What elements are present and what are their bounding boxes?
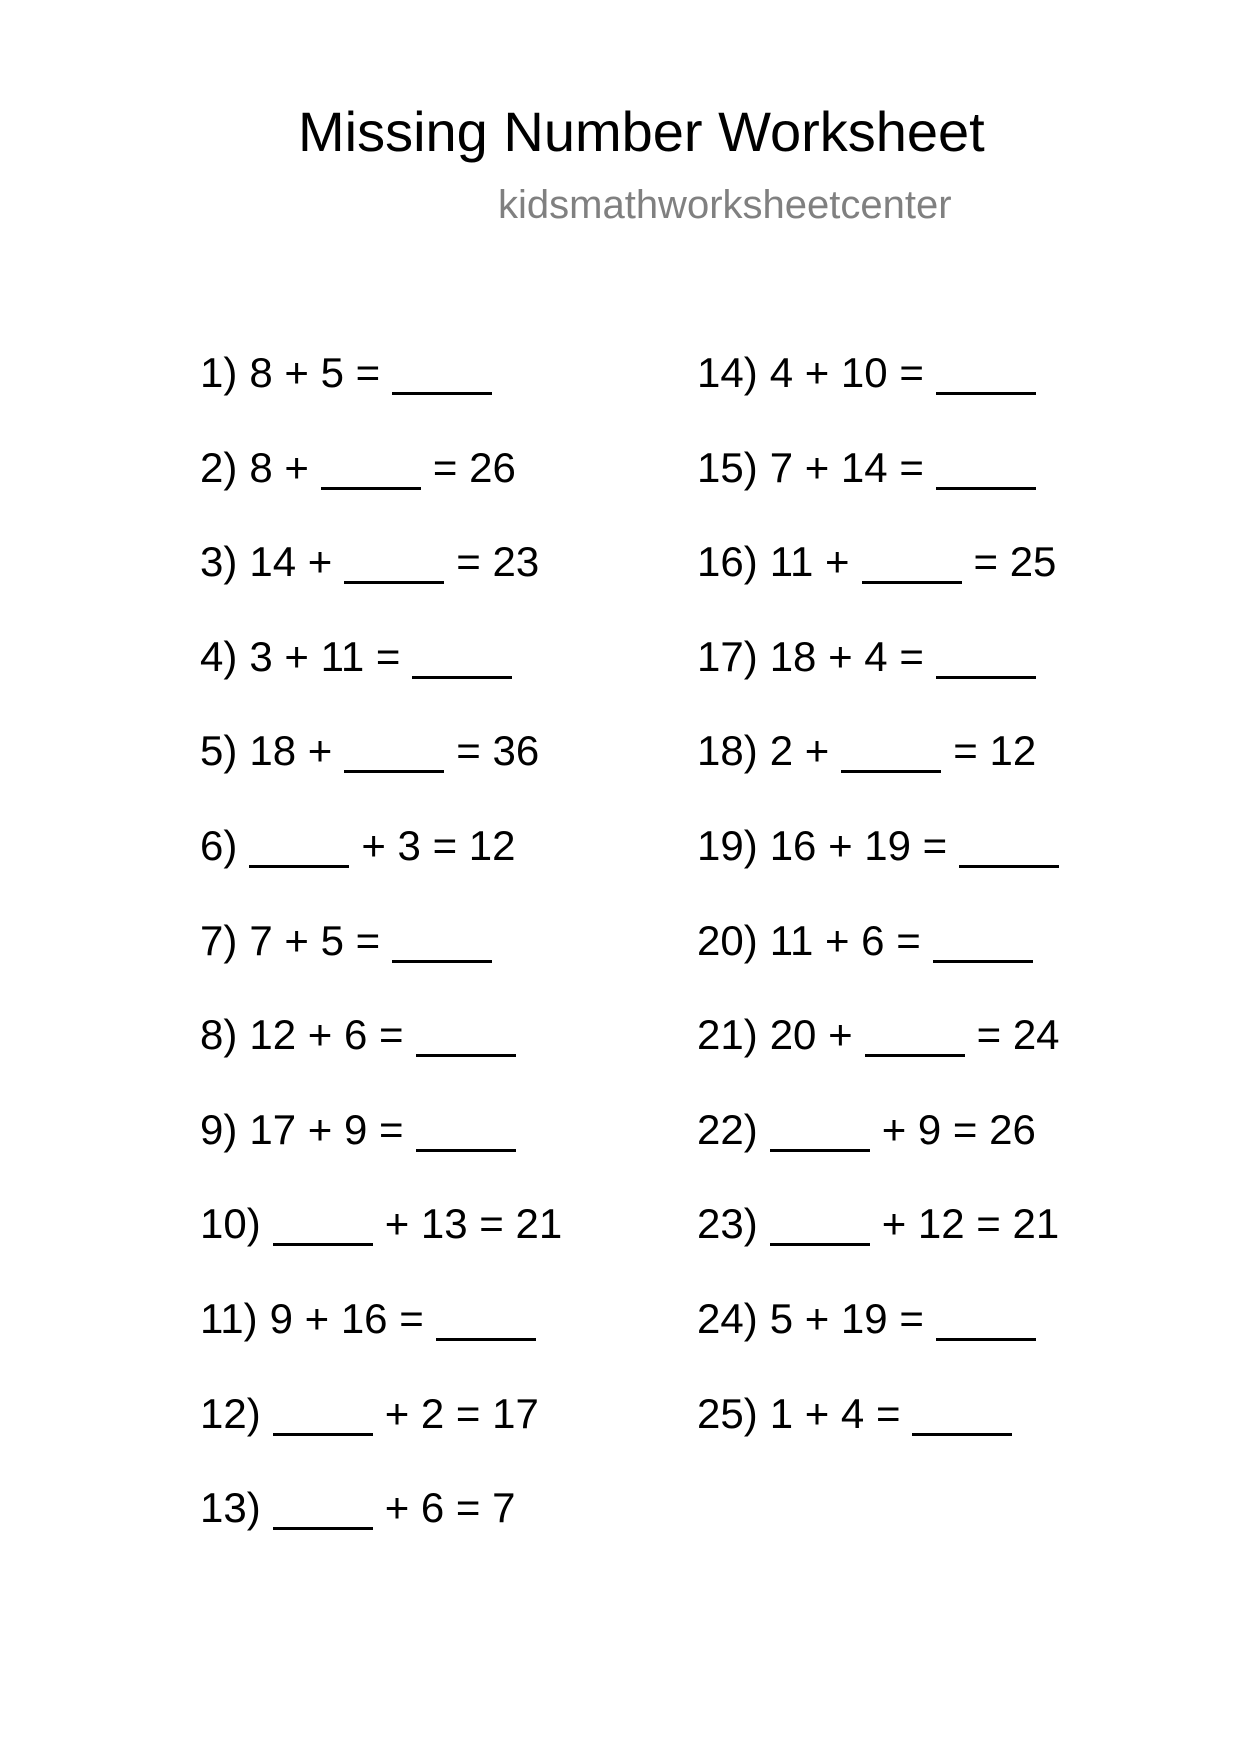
answer-blank[interactable]	[936, 632, 1036, 679]
problem-expression: 14 +	[249, 538, 333, 586]
problem-24	[697, 1294, 1071, 1389]
problem-expression: 7 + 5 =	[249, 916, 381, 964]
problem-number: 3)	[200, 538, 238, 586]
problem-expression: 11 +	[769, 538, 850, 586]
answer-blank[interactable]	[933, 916, 1033, 963]
problem-expression: 5 + 19 =	[769, 1294, 924, 1342]
problem-result: = 26	[432, 443, 516, 491]
answer-blank[interactable]	[344, 537, 444, 584]
problem-expression: 18 +	[249, 727, 333, 775]
problem-number: 24)	[697, 1294, 758, 1342]
answer-blank[interactable]	[959, 821, 1059, 868]
answer-blank[interactable]	[770, 1199, 870, 1246]
problem-22	[697, 1105, 1071, 1200]
problem-number: 10)	[200, 1200, 261, 1248]
problem-expression: 8 +	[249, 443, 309, 491]
problem-number: 5)	[200, 727, 238, 775]
problem-1	[200, 348, 562, 443]
problem-number: 6)	[200, 821, 238, 869]
problems-right-column	[697, 348, 1071, 1483]
problem-number: 23)	[697, 1200, 758, 1248]
site-subtitle: kidsmathworksheetcenter	[498, 183, 952, 227]
problem-5	[200, 726, 562, 821]
problem-expression: + 6 = 7	[384, 1484, 516, 1532]
answer-blank[interactable]	[436, 1294, 536, 1341]
problem-number: 9)	[200, 1105, 238, 1153]
answer-blank[interactable]	[321, 443, 421, 490]
problem-16	[697, 537, 1071, 632]
problem-number: 20)	[697, 916, 758, 964]
answer-blank[interactable]	[841, 726, 941, 773]
answer-blank[interactable]	[412, 632, 512, 679]
problem-expression: 17 + 9 =	[249, 1105, 404, 1153]
problem-result: = 12	[953, 727, 1037, 775]
problem-expression: 8 + 5 =	[249, 349, 381, 396]
answer-blank[interactable]	[770, 1105, 870, 1152]
answer-blank[interactable]	[416, 1105, 516, 1152]
answer-blank[interactable]	[936, 348, 1036, 395]
problem-number: 2)	[200, 443, 238, 491]
problem-2	[200, 443, 562, 538]
problem-expression: + 2 = 17	[384, 1389, 539, 1437]
answer-blank[interactable]	[865, 1010, 965, 1057]
answer-blank[interactable]	[862, 537, 962, 584]
problem-15	[697, 443, 1071, 538]
problem-number: 1)	[200, 349, 238, 396]
problem-number: 15)	[697, 443, 758, 491]
problem-10	[200, 1199, 562, 1294]
problem-18	[697, 726, 1071, 821]
problem-4	[200, 632, 562, 727]
problem-expression: 12 + 6 =	[249, 1011, 404, 1059]
problem-result: = 25	[973, 538, 1057, 586]
problem-13	[200, 1483, 562, 1578]
problem-number: 18)	[697, 727, 758, 775]
problem-expression: 3 + 11 =	[249, 632, 401, 680]
answer-blank[interactable]	[936, 443, 1036, 490]
problem-expression: 20 +	[769, 1011, 853, 1059]
problem-number: 22)	[697, 1105, 758, 1153]
answer-blank[interactable]	[344, 726, 444, 773]
problem-result: = 24	[976, 1011, 1060, 1059]
problem-9	[200, 1105, 562, 1200]
problem-number: 25)	[697, 1389, 758, 1437]
answer-blank[interactable]	[912, 1389, 1012, 1436]
answer-blank[interactable]	[249, 821, 349, 868]
problem-number: 21)	[697, 1011, 758, 1059]
problem-6	[200, 821, 562, 916]
problem-number: 8)	[200, 1011, 238, 1059]
problem-expression: 18 + 4 =	[769, 632, 924, 680]
problem-expression: 4 + 10 =	[769, 349, 924, 396]
problem-expression: 1 + 4 =	[769, 1389, 901, 1437]
problem-19	[697, 821, 1071, 916]
problem-number: 16)	[697, 538, 758, 586]
problem-7	[200, 916, 562, 1011]
problem-11	[200, 1294, 562, 1389]
problem-8	[200, 1010, 562, 1105]
problem-number: 19)	[697, 821, 758, 869]
problem-expression: + 12 = 21	[881, 1200, 1060, 1248]
problem-21	[697, 1010, 1071, 1105]
answer-blank[interactable]	[416, 1010, 516, 1057]
problem-12	[200, 1389, 562, 1484]
page-title: Missing Number Worksheet	[298, 100, 985, 163]
problem-expression: + 13 = 21	[384, 1200, 563, 1248]
problem-result: = 23	[456, 538, 540, 586]
problem-number: 4)	[200, 632, 238, 680]
problem-20	[697, 916, 1071, 1011]
problem-expression: 9 + 16 =	[269, 1294, 424, 1342]
problem-number: 17)	[697, 632, 758, 680]
problem-number: 11)	[200, 1294, 258, 1342]
problem-expression: 2 +	[769, 727, 830, 775]
problems-left-column	[200, 348, 562, 1578]
problem-3	[200, 537, 562, 632]
problem-expression: 11 + 6 =	[769, 916, 921, 964]
answer-blank[interactable]	[273, 1199, 373, 1246]
answer-blank[interactable]	[273, 1389, 373, 1436]
problem-14	[697, 348, 1071, 443]
problem-number: 14)	[697, 349, 758, 396]
answer-blank[interactable]	[392, 348, 492, 395]
problem-number: 13)	[200, 1484, 261, 1532]
problem-result: = 36	[456, 727, 540, 775]
problem-25	[697, 1389, 1071, 1484]
problem-expression: + 3 = 12	[361, 821, 516, 869]
answer-blank[interactable]	[273, 1483, 373, 1530]
problem-expression: + 9 = 26	[881, 1105, 1036, 1153]
problem-expression: 7 + 14 =	[769, 443, 924, 491]
problem-number: 12)	[200, 1389, 261, 1437]
answer-blank[interactable]	[392, 916, 492, 963]
problem-expression: 16 + 19 =	[769, 821, 948, 869]
problem-23	[697, 1199, 1071, 1294]
answer-blank[interactable]	[936, 1294, 1036, 1341]
problem-17	[697, 632, 1071, 727]
problem-number: 7)	[200, 916, 238, 964]
